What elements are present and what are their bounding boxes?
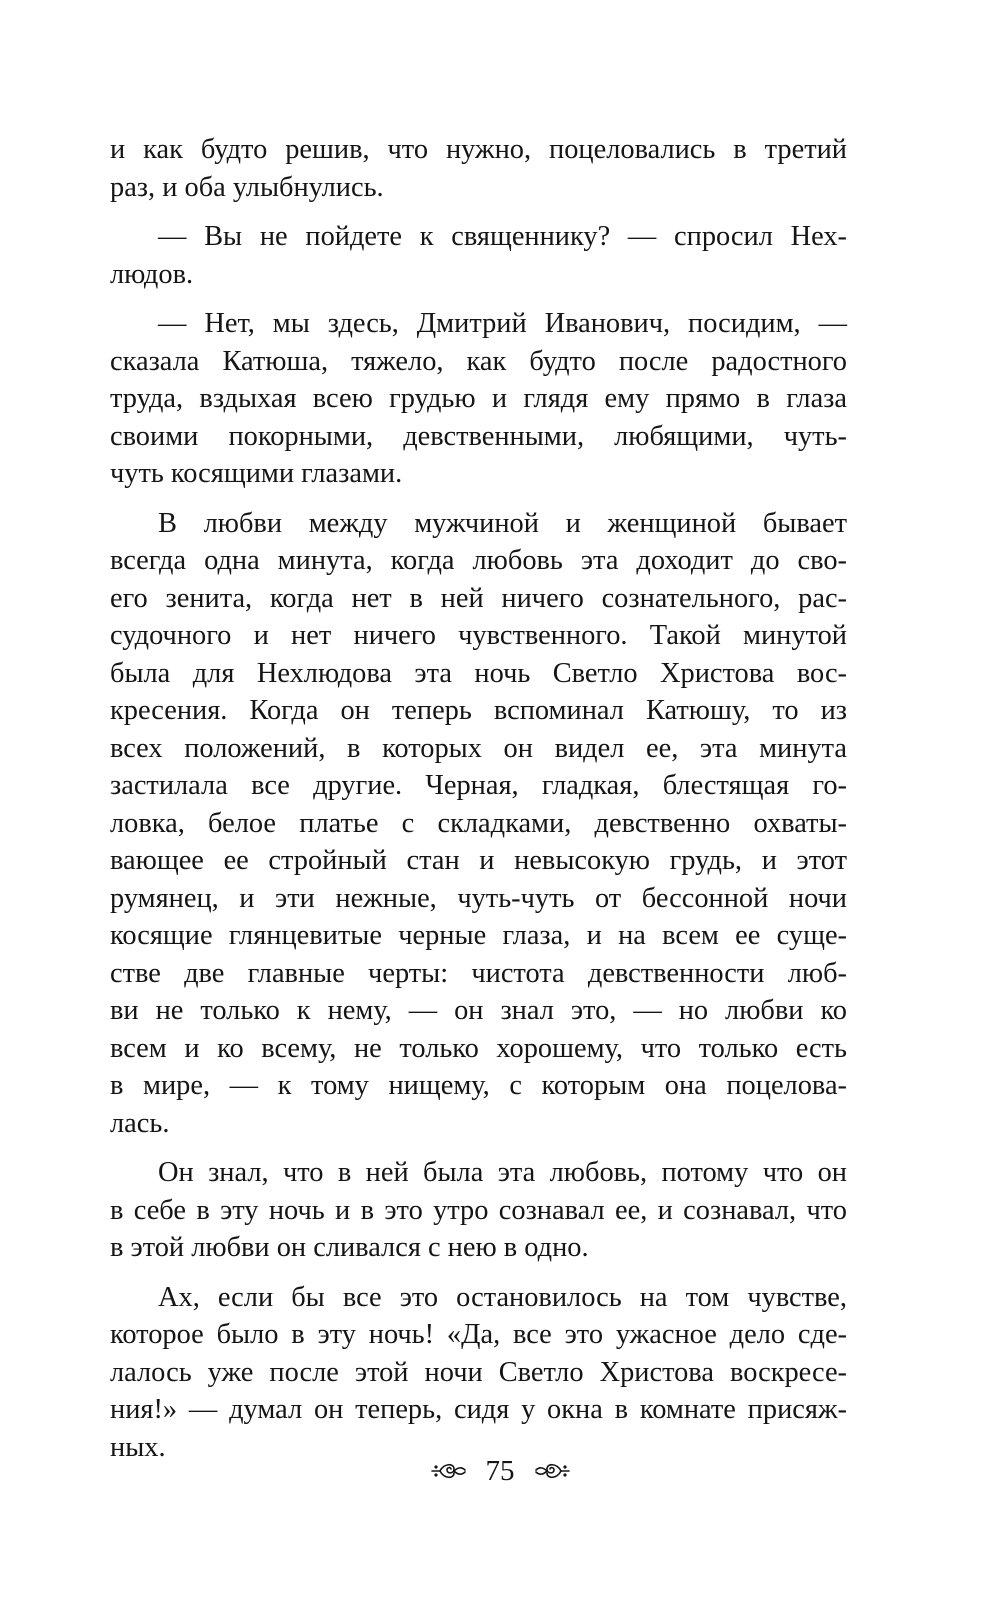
text-line: всем и ко всему, не только хорошему, что только есть xyxy=(110,1032,847,1064)
text-line: в себе в эту ночь и в это утро сознавал ее, и сознавал, что xyxy=(110,1194,847,1226)
paragraph xyxy=(110,1279,847,1467)
text-line: — Вы не пойдете к священнику? — спросил Нех- xyxy=(158,221,847,252)
text-line: косящие глянцевитые черные глаза, и на всем ее суще- xyxy=(110,920,847,951)
text-line: румянец, и эти нежные, чуть-чуть от бессонной ночи xyxy=(110,882,847,914)
text-line: была для Нехлюдова эта ночь Светло Христова вос- xyxy=(110,657,847,689)
text-line: судочного и нет ничего чувственного. Такой минутой xyxy=(110,620,847,651)
paragraph xyxy=(110,305,847,493)
text-line: Он знал, что в ней была эта любовь, потому что он xyxy=(158,1157,847,1188)
text-line: своими покорными, девственными, любящими, чуть- xyxy=(110,420,847,452)
paragraph xyxy=(110,1154,847,1267)
text-line: в этой любви он сливался с нею в одно. xyxy=(110,1232,589,1263)
text-line: застилала все другие. Черная, гладкая, блестящая го- xyxy=(110,770,847,801)
text-line: — Нет, мы здесь, Дмитрий Иванович, посидим, — xyxy=(158,308,847,339)
text-line: чуть косящими глазами. xyxy=(110,458,403,489)
body-text xyxy=(110,131,847,1478)
text-line: сказала Катюша, тяжело, как будто после радостного xyxy=(110,345,847,377)
text-line: В любви между мужчиной и женщиной бывает xyxy=(158,507,847,539)
text-line: в мире, — к тому нищему, с которым она поцелова- xyxy=(110,1070,847,1101)
text-line: которое было в эту ночь! «Да, все это ужасное дело сде- xyxy=(110,1319,847,1350)
paragraph xyxy=(110,218,847,293)
text-line: всех положений, в которых он видел ее, эта минута xyxy=(110,732,847,764)
text-line: ловка, белое платье с складками, девственно охваты- xyxy=(110,807,847,839)
text-line: ния!» — думал он теперь, сидя у окна в комнате присяж- xyxy=(110,1394,847,1425)
text-line: кресения. Когда он теперь вспоминал Катюшу, то из xyxy=(110,695,847,726)
text-line: всегда одна минута, когда любовь эта доходит до сво- xyxy=(110,545,847,576)
text-line: вающее ее стройный стан и невысокую грудь, и этот xyxy=(110,845,847,876)
text-line: труда, вздыхая всею грудью и глядя ему прямо в глаза xyxy=(110,383,847,414)
text-line: раз, и оба улыбнулись. xyxy=(110,171,384,203)
page-footer xyxy=(0,1446,1000,1496)
text-line: лалось уже после этой ночи Светло Христова воскресе- xyxy=(110,1356,847,1388)
text-line: стве две главные черты: чистота девственности люб- xyxy=(110,957,847,989)
text-line: ных. xyxy=(110,1431,166,1463)
page-number: 75 xyxy=(485,1455,515,1487)
text-line: Ах, если бы все это остановилось на том чувстве, xyxy=(158,1281,847,1313)
text-line: и как будто решив, что нужно, поцеловались в третий xyxy=(110,134,847,165)
floral-ornament-icon xyxy=(430,1457,468,1485)
text-line: ви не только к нему, — он знал это, — но любви ко xyxy=(110,995,847,1026)
text-line: людов. xyxy=(110,258,194,290)
floral-ornament-icon xyxy=(533,1457,571,1485)
paragraph xyxy=(110,131,847,206)
paragraph xyxy=(110,505,847,1143)
text-line: лась. xyxy=(110,1107,170,1139)
text-line: его зенита, когда нет в ней ничего сознательного, рас- xyxy=(110,582,847,614)
